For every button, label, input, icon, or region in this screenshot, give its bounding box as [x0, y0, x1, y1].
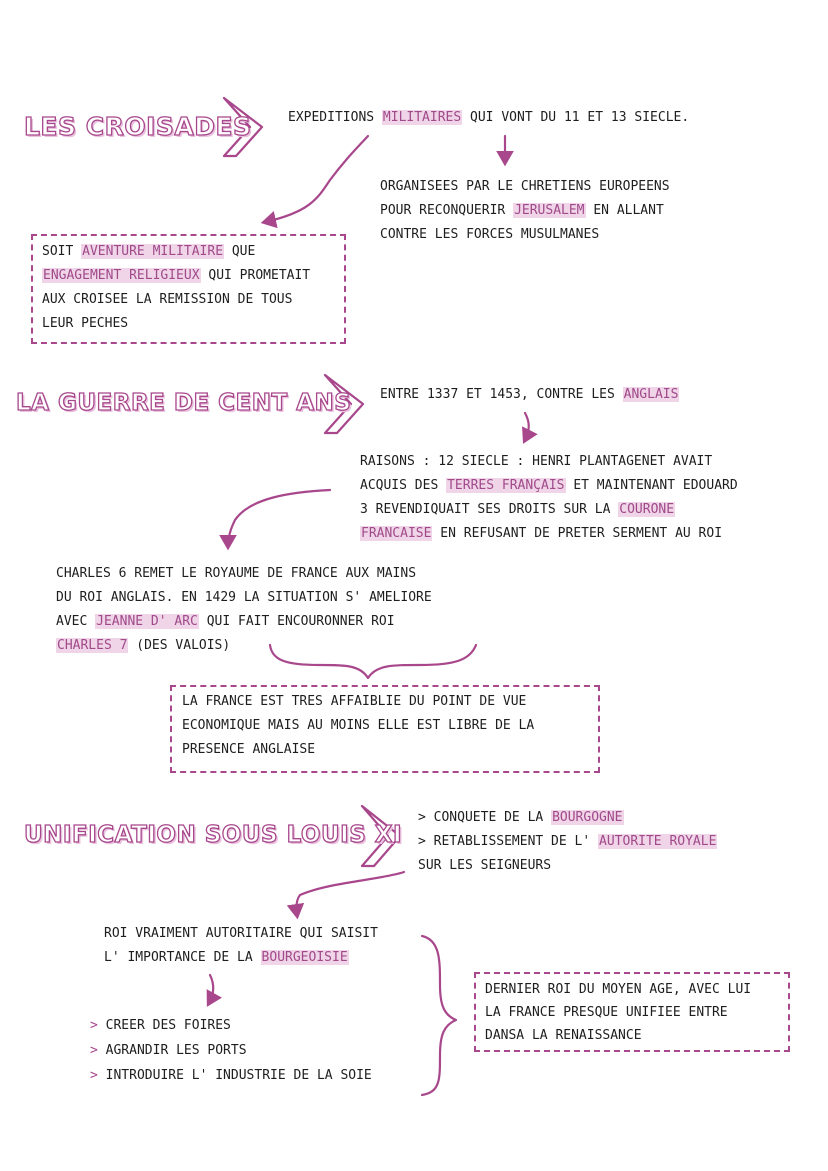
highlight-text: AVENTURE MILITAIRE — [82, 244, 224, 259]
list-item: > CREER DES FOIRES — [90, 1018, 231, 1033]
highlight-text: FRANCAISE — [361, 526, 432, 541]
louis-roi — [104, 922, 378, 970]
raisons-line: FRANCAISE EN REFUSANT DE PRETER SERMENT AU ROI — [361, 526, 723, 541]
highlight-text: MILITAIRES — [382, 110, 462, 125]
highlight-text: ENGAGEMENT RELIGIEUX — [43, 268, 200, 283]
note-line: PRESENCE ANGLAISE — [182, 742, 316, 757]
roi-line: L' IMPORTANCE DE LA BOURGEOISIE — [104, 950, 348, 965]
point-line: > CONQUETE DE LA BOURGOGNE — [418, 810, 623, 825]
cent-ans-intro: ENTRE 1337 ET 1453, CONTRE LES ANGLAIS — [380, 387, 679, 402]
cent-ans-charles — [56, 562, 432, 658]
note-line: DANSA LA RENAISSANCE — [485, 1028, 642, 1043]
point-line: SUR LES SEIGNEURS — [418, 858, 552, 873]
charles-line: CHARLES 7 (DES VALOIS) — [57, 638, 231, 653]
intro-text: QUI VONT DU 11 ET 13 SIECLE. — [462, 110, 690, 125]
louis-note — [485, 978, 751, 1047]
highlight-text: JEANNE D' ARC — [96, 614, 198, 629]
highlight-text: JERUSALEM — [514, 203, 585, 218]
highlight-text: ANGLAIS — [623, 387, 679, 402]
cent-ans-raisons — [360, 450, 738, 546]
list-marker: > — [90, 1043, 98, 1058]
croisades-detail — [380, 175, 670, 247]
section-title-louis: UNIFICATION SOUS LOUIS XI — [24, 822, 403, 848]
raisons-line: ACQUIS DES TERRES FRANÇAIS ET MAINTENANT EDOUARD — [360, 478, 738, 493]
arrow-icon — [209, 975, 213, 1003]
note-line: LEUR PECHES — [42, 316, 129, 331]
highlight-text: AUTORITE ROYALE — [599, 834, 717, 849]
highlight-text: TERRES FRANÇAIS — [447, 478, 565, 493]
section-title-cent-ans: LA GUERRE DE CENT ANS — [16, 390, 352, 416]
roi-line: ROI VRAIMENT AUTORITAIRE QUI SAISIT — [104, 926, 378, 941]
charles-line: DU ROI ANGLAIS. EN 1429 LA SITUATION S' AMELIORE — [56, 590, 432, 605]
detail-line: ORGANISEES PAR LE CHRETIENS EUROPEENS — [380, 179, 670, 194]
note-line: ECONOMIQUE MAIS AU MOINS ELLE EST LIBRE DE LA — [182, 718, 535, 733]
note-line: SOIT AVENTURE MILITAIRE QUE — [42, 244, 256, 259]
list-item: > INTRODUIRE L' INDUSTRIE DE LA SOIE — [90, 1068, 372, 1083]
croisades-intro — [288, 106, 689, 130]
arrow-icon — [525, 413, 529, 440]
list-item: > AGRANDIR LES PORTS — [90, 1043, 247, 1058]
note-line: LA FRANCE EST TRES AFFAIBLIE DU POINT DE VUE — [182, 694, 527, 709]
louis-points — [418, 806, 717, 878]
highlight-text: CHARLES 7 — [57, 638, 128, 653]
charles-line: AVEC JEANNE D' ARC QUI FAIT ENCOURONNER ROI — [56, 614, 395, 629]
intro-text: EXPEDITIONS — [288, 110, 382, 125]
brace-icon — [422, 936, 456, 1095]
note-line: DERNIER ROI DU MOYEN AGE, AVEC LUI — [485, 982, 752, 997]
raisons-line: 3 REVENDIQUAIT SES DROITS SUR LA COURONE — [360, 502, 675, 517]
raisons-line: RAISONS : 12 SIECLE : HENRI PLANTAGENET AVAIT — [360, 454, 713, 469]
louis-list — [90, 1013, 372, 1088]
highlight-text: BOURGOGNE — [552, 810, 623, 825]
croisades-note — [42, 240, 310, 336]
highlight-text: COURONE — [619, 502, 675, 517]
cent-ans-note — [182, 690, 534, 762]
point-line: > RETABLISSEMENT DE L' AUTORITE ROYALE — [418, 834, 717, 849]
detail-line: CONTRE LES FORCES MUSULMANES — [380, 227, 600, 242]
note-line: LA FRANCE PRESQUE UNIFIEE ENTRE — [485, 1005, 728, 1020]
arrow-icon — [228, 490, 330, 546]
charles-line: CHARLES 6 REMET LE ROYAUME DE FRANCE AUX MAINS — [56, 566, 417, 581]
detail-line: POUR RECONQUERIR JERUSALEM EN ALLANT — [380, 203, 664, 218]
highlight-text: BOURGEOISIE — [261, 950, 348, 965]
arrow-icon — [265, 136, 368, 222]
section-title-croisades: LES CROISADES — [24, 112, 252, 141]
note-line: AUX CROISEE LA REMISSION DE TOUS — [42, 292, 293, 307]
note-line: ENGAGEMENT RELIGIEUX QUI PROMETAIT — [43, 268, 311, 283]
list-marker: > — [90, 1068, 98, 1083]
arrow-icon — [296, 872, 404, 915]
list-marker: > — [90, 1018, 98, 1033]
